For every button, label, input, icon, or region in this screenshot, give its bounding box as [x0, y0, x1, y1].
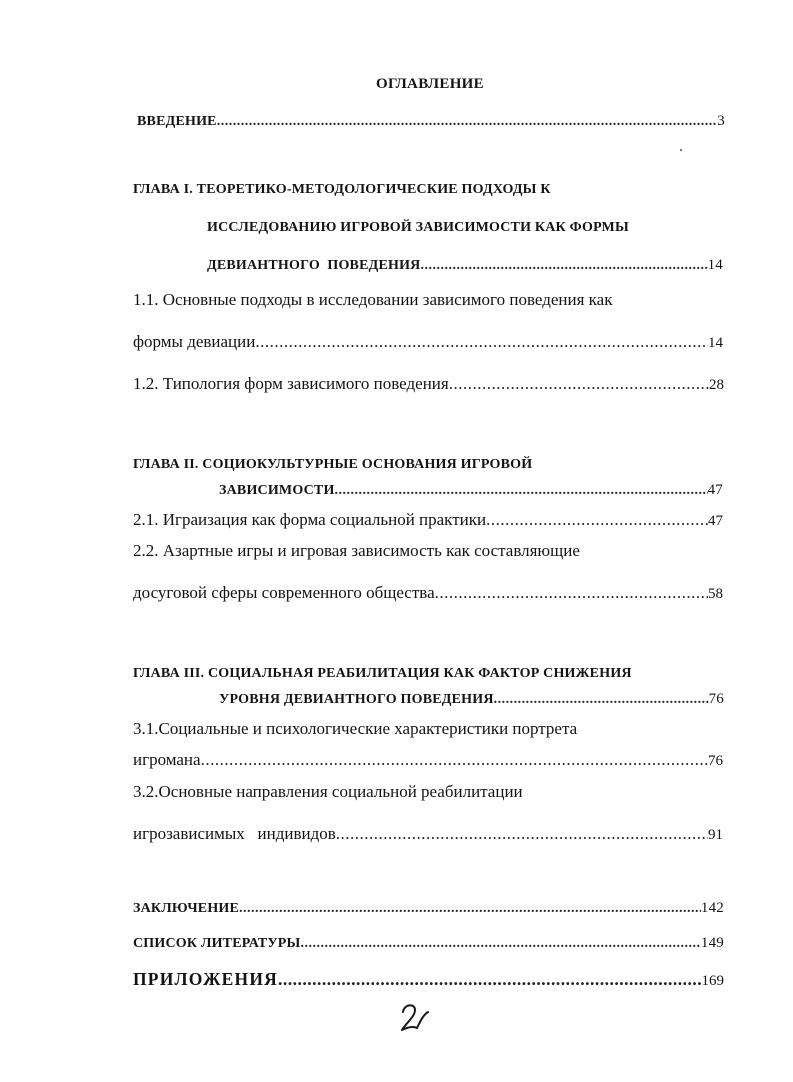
page-number: 169 — [701, 973, 724, 989]
chapter1-heading-line2: ИССЛЕДОВАНИЮ ИГРОВОЙ ЗАВИСИМОСТИ КАК ФОРМЫ — [207, 220, 629, 235]
page-number: 14 — [708, 335, 723, 351]
entry-label: досуговой сферы современного общества — [133, 583, 435, 602]
dot-leader — [486, 510, 708, 530]
dot-leader — [278, 969, 702, 990]
handwritten-page-number — [395, 1000, 435, 1034]
page-number: 3 — [717, 113, 725, 129]
entry-label: ПРИЛОЖЕНИЯ — [133, 969, 278, 989]
page-number: 58 — [708, 586, 723, 602]
dot-leader — [201, 750, 708, 770]
entry-label: СПИСОК ЛИТЕРАТУРЫ — [133, 936, 301, 951]
page-number: 14 — [707, 257, 723, 273]
section-2-2-line1: 2.2. Азартные игры и игровая зависимость как составляющие — [133, 541, 580, 560]
dot-leader — [435, 583, 708, 603]
entry-label: игрозависимых индивидов — [133, 824, 336, 843]
toc-entry-chapter1 — [207, 257, 723, 274]
entry-label: ВВЕДЕНИЕ — [137, 114, 217, 129]
dot-leader — [239, 901, 701, 917]
dot-leader — [494, 692, 709, 708]
page-number: 47 — [708, 513, 723, 529]
page-number: 28 — [709, 377, 724, 393]
toc-entry-references — [133, 935, 724, 952]
page-number: 91 — [708, 827, 723, 843]
entry-label: 2.1. Играизация как форма социальной практики — [133, 510, 487, 529]
toc-entry-conclusion — [133, 900, 724, 917]
dot-leader — [420, 258, 707, 274]
toc-entry-section-3-1 — [133, 750, 723, 770]
chapter3-heading-line1: ГЛАВА III. СОЦИАЛЬНАЯ РЕАБИЛИТАЦИЯ КАК ФАКТОР СНИЖЕНИЯ — [133, 666, 632, 681]
entry-label: УРОВНЯ ДЕВИАНТНОГО ПОВЕДЕНИЯ — [219, 692, 494, 707]
dot-leader — [255, 332, 708, 352]
entry-label: ЗАКЛЮЧЕНИЕ — [133, 901, 240, 916]
toc-entry-section-1-1 — [133, 332, 723, 352]
toc-entry-section-2-1 — [133, 510, 723, 530]
page-number: 142 — [700, 900, 724, 916]
dot-leader — [301, 936, 701, 952]
toc-entry-chapter2 — [219, 482, 723, 499]
page-number: 47 — [707, 482, 723, 498]
dot-leader — [449, 374, 709, 394]
page-number: 149 — [700, 935, 724, 951]
chapter1-heading-line1: ГЛАВА I. ТЕОРЕТИКО-МЕТОДОЛОГИЧЕСКИЕ ПОДХОДЫ К — [133, 182, 551, 197]
toc-entry-intro — [137, 113, 725, 130]
entry-label: игромана — [133, 750, 201, 769]
section-3-1-line1: 3.1.Социальные и психологические характеристики портрета — [133, 719, 578, 738]
toc-entry-section-3-2 — [133, 824, 723, 844]
toc-entry-section-2-2 — [133, 583, 723, 603]
entry-label: ДЕВИАНТНОГО ПОВЕДЕНИЯ — [207, 258, 421, 273]
page-number: 76 — [708, 753, 723, 769]
dot-leader — [217, 114, 718, 130]
entry-label: ЗАВИСИМОСТИ — [219, 483, 335, 498]
dot-leader — [336, 824, 708, 844]
entry-label: формы девиации — [133, 332, 256, 351]
scan-speck — [680, 149, 682, 151]
dot-leader — [335, 483, 708, 499]
section-3-2-line1: 3.2.Основные направления социальной реабилитации — [133, 782, 523, 801]
toc-entry-appendices — [133, 969, 724, 990]
chapter2-heading-line1: ГЛАВА II. СОЦИОКУЛЬТУРНЫЕ ОСНОВАНИЯ ИГРОВОЙ — [133, 457, 533, 472]
toc-entry-section-1-2 — [133, 374, 724, 394]
entry-label: 1.2. Типология форм зависимого поведения — [133, 374, 449, 393]
toc-title: ОГЛАВЛЕНИЕ — [376, 76, 484, 92]
page-number: 76 — [708, 691, 724, 707]
toc-entry-chapter3 — [219, 691, 724, 708]
section-1-1-line1: 1.1. Основные подходы в исследовании зависимого поведения как — [133, 290, 613, 309]
